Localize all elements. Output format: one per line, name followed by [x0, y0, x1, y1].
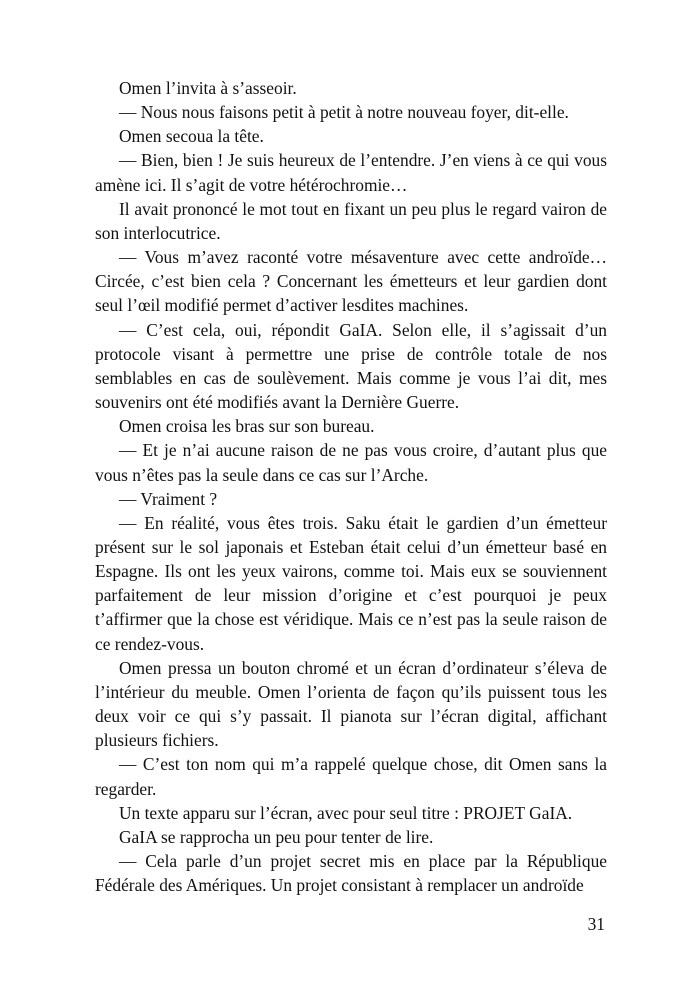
paragraph: — Vous m’avez raconté votre mésaventure avec cette androïde… Circée, c’est bien cela ? Concernant les émetteurs et leur gardien dont seul l’œil modifié permet d’activer lesdites machines.: [95, 247, 607, 316]
page-body-text: [95, 76, 607, 897]
paragraph: Omen l’invita à s’asseoir.: [119, 78, 297, 98]
paragraph: — Bien, bien ! Je suis heureux de l’entendre. J’en viens à ce qui vous amène ici. Il s’agit de votre hétérochromie…: [95, 150, 607, 195]
paragraph: Omen croisa les bras sur son bureau.: [119, 416, 375, 437]
paragraph: — Cela parle d’un projet secret mis en place par la République Fédérale des Amériques. Un projet consistant à remplacer un androïde: [95, 851, 607, 896]
paragraph: Un texte apparu sur l’écran, avec pour seul titre : PROJET GaIA.: [119, 802, 573, 823]
paragraph: GaIA se rapprocha un peu pour tenter de lire.: [119, 826, 434, 847]
paragraph: Omen pressa un bouton chromé et un écran d’ordinateur s’éleva de l’intérieur du meuble. Omen l’orienta de façon qu’ils puissent tous les deux voir ce qui s’y passait. Il pianota sur l’écran digital, affichant plusieurs fichiers.: [95, 657, 607, 751]
page-number: 31: [587, 914, 605, 934]
paragraph: — Nous nous faisons petit à petit à notre nouveau foyer, dit-elle.: [119, 102, 569, 123]
paragraph: — C’est ton nom qui m’a rappelé quelque chose, dit Omen sans la regarder.: [95, 754, 607, 799]
paragraph: — En réalité, vous êtes trois. Saku était le gardien d’un émetteur présent sur le sol japonais et Esteban était celui d’un émetteur basé en Espagne. Ils ont les yeux vairons, comme toi. Mais eux se souviennent parfaitement de leur mission d’origine et c’est pourquoi je peux t’affirmer que la chose est véridique. Mais ce n’est pas la seule raison de ce rendez-vous.: [95, 512, 607, 654]
paragraph: Il avait prononcé le mot tout en fixant un peu plus le regard vairon de son interlocutrice.: [95, 198, 607, 243]
paragraph: — Vraiment ?: [119, 488, 218, 509]
paragraph: — Et je n’ai aucune raison de ne pas vous croire, d’autant plus que vous n’êtes pas la seule dans ce cas sur l’Arche.: [95, 440, 607, 485]
paragraph: Omen secoua la tête.: [119, 126, 264, 147]
paragraph: — C’est cela, oui, répondit GaIA. Selon elle, il s’agissait d’un protocole visant à permettre une prise de contrôle totale de nos semblables en cas de soulèvement. Mais comme je vous l’ai dit, mes souvenirs ont été modifiés avant la Dernière Guerre.: [95, 319, 607, 413]
